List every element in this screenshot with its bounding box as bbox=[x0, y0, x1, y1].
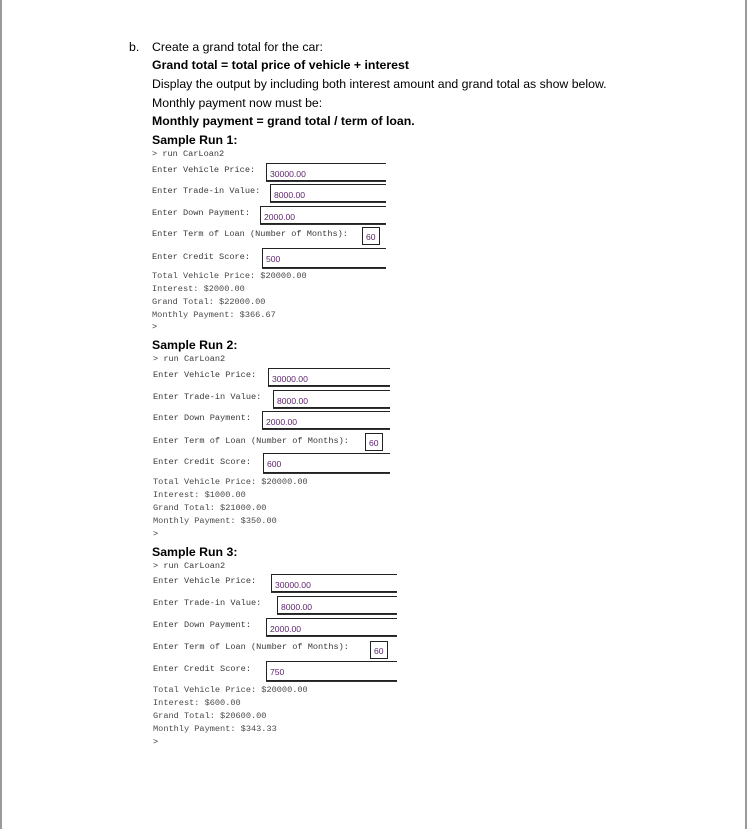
field-label: Enter Trade-in Value: bbox=[153, 392, 262, 402]
field-label: Enter Term of Loan (Number of Months): bbox=[153, 642, 349, 652]
run-command: > run CarLoan2 bbox=[152, 149, 225, 159]
instruction-line-4: Monthly payment now must be: bbox=[152, 96, 323, 110]
input-underline bbox=[262, 268, 386, 269]
trade-in-input[interactable]: 8000.00 bbox=[277, 596, 397, 614]
output-interest: Interest: $1000.00 bbox=[153, 490, 246, 500]
field-label: Enter Down Payment: bbox=[153, 413, 251, 423]
down-payment-input[interactable]: 2000.00 bbox=[262, 411, 390, 429]
field-label: Enter Trade-in Value: bbox=[152, 186, 261, 196]
loan-term-input[interactable]: 60 bbox=[365, 433, 383, 451]
vehicle-price-input[interactable]: 30000.00 bbox=[268, 368, 390, 386]
input-underline bbox=[266, 681, 397, 682]
field-label: Enter Down Payment: bbox=[153, 620, 251, 630]
input-underline bbox=[263, 473, 390, 474]
loan-term-input[interactable]: 60 bbox=[362, 227, 380, 245]
input-underline bbox=[277, 614, 397, 615]
credit-score-input[interactable]: 500 bbox=[262, 248, 386, 268]
vehicle-price-input[interactable]: 30000.00 bbox=[271, 574, 397, 592]
vehicle-price-input[interactable]: 30000.00 bbox=[266, 163, 386, 181]
field-label: Enter Down Payment: bbox=[152, 208, 250, 218]
input-underline bbox=[266, 636, 397, 637]
field-label: Enter Vehicle Price: bbox=[152, 165, 256, 175]
output-grand-total: Grand Total: $20600.00 bbox=[153, 711, 267, 721]
instruction-line-3: Display the output by including both interest amount and grand total as show below. bbox=[152, 77, 607, 91]
instruction-line-5: Monthly payment = grand total / term of loan. bbox=[152, 114, 415, 128]
field-label: Enter Vehicle Price: bbox=[153, 370, 257, 380]
down-payment-input[interactable]: 2000.00 bbox=[266, 618, 397, 636]
field-label: Enter Term of Loan (Number of Months): bbox=[153, 436, 349, 446]
output-grand-total: Grand Total: $22000.00 bbox=[152, 297, 266, 307]
run-heading: Sample Run 3: bbox=[152, 545, 238, 559]
credit-score-input[interactable]: 600 bbox=[263, 453, 390, 473]
run-heading: Sample Run 2: bbox=[152, 338, 238, 352]
end-prompt: > bbox=[153, 737, 159, 747]
field-label: Enter Credit Score: bbox=[153, 664, 251, 674]
field-label: Enter Credit Score: bbox=[153, 457, 251, 467]
end-prompt: > bbox=[152, 322, 158, 332]
input-underline bbox=[273, 408, 390, 409]
output-total-price: Total Vehicle Price: $20000.00 bbox=[152, 271, 307, 281]
output-total-price: Total Vehicle Price: $20000.00 bbox=[153, 685, 308, 695]
field-label: Enter Vehicle Price: bbox=[153, 576, 257, 586]
input-underline bbox=[268, 386, 390, 387]
down-payment-input[interactable]: 2000.00 bbox=[260, 206, 386, 224]
run-command: > run CarLoan2 bbox=[153, 561, 226, 571]
input-underline bbox=[266, 181, 386, 182]
output-grand-total: Grand Total: $21000.00 bbox=[153, 503, 267, 513]
input-underline bbox=[270, 202, 386, 203]
run-command: > run CarLoan2 bbox=[153, 354, 226, 364]
credit-score-input[interactable]: 750 bbox=[266, 661, 397, 681]
input-underline bbox=[260, 224, 386, 225]
field-label: Enter Credit Score: bbox=[152, 252, 250, 262]
field-label: Enter Term of Loan (Number of Months): bbox=[152, 229, 348, 239]
output-interest: Interest: $600.00 bbox=[153, 698, 241, 708]
instruction-line-2: Grand total = total price of vehicle + interest bbox=[152, 58, 409, 72]
list-letter: b. bbox=[129, 40, 140, 54]
loan-term-input[interactable]: 60 bbox=[370, 641, 388, 659]
input-underline bbox=[262, 429, 390, 430]
instruction-line-1: Create a grand total for the car: bbox=[152, 40, 323, 54]
trade-in-input[interactable]: 8000.00 bbox=[270, 184, 386, 202]
end-prompt: > bbox=[153, 529, 159, 539]
output-monthly-payment: Monthly Payment: $343.33 bbox=[153, 724, 277, 734]
field-label: Enter Trade-in Value: bbox=[153, 598, 262, 608]
input-underline bbox=[271, 592, 397, 593]
output-monthly-payment: Monthly Payment: $350.00 bbox=[153, 516, 277, 526]
trade-in-input[interactable]: 8000.00 bbox=[273, 390, 390, 408]
output-total-price: Total Vehicle Price: $20000.00 bbox=[153, 477, 308, 487]
output-monthly-payment: Monthly Payment: $366.67 bbox=[152, 310, 276, 320]
output-interest: Interest: $2000.00 bbox=[152, 284, 245, 294]
run-heading: Sample Run 1: bbox=[152, 133, 238, 147]
